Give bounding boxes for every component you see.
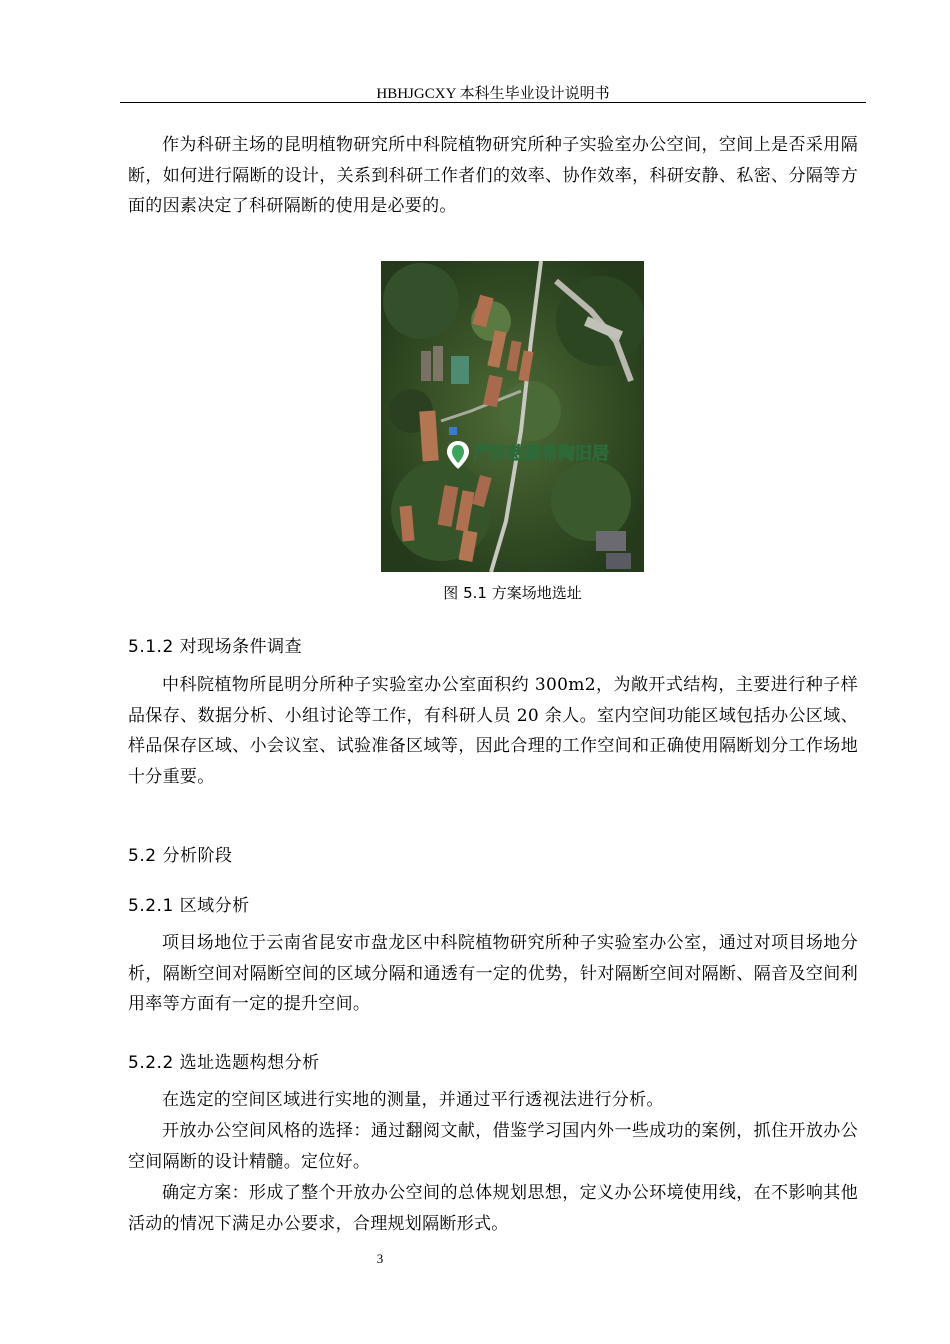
map-place-label: 严济慈蔡希陶旧居 [473,444,609,464]
figure-caption: 图 5.1 方案场地选址 [443,584,582,602]
header-rule [120,102,866,103]
heading-5-2-1: 5.2.1 区域分析 [128,896,250,916]
page-number: 3 [376,1251,384,1266]
heading-5-2-2: 5.2.2 选址选题构想分析 [128,1053,320,1073]
page-header: HBHJGCXY 本科生毕业设计说明书 [376,86,610,102]
paragraph-5-2-2-a: 在选定的空间区域进行实地的测量，并通过平行透视法进行分析。 [162,1090,664,1110]
paragraph-5-2-2-b: 开放办公空间风格的选择：通过翻阅文献，借鉴学习国内外一些成功的案例，抓住开放办公空间隔断的设计精髓。定位好。 [128,1121,858,1172]
satellite-image [381,261,644,572]
site-satellite-map [381,261,644,572]
paragraph-5-2-2-c: 确定方案：形成了整个开放办公空间的总体规划思想，定义办公环境使用线，在不影响其他活动的情况下满足办公要求，合理规划隔断形式。 [128,1183,858,1234]
intro-paragraph: 作为科研主场的昆明植物研究所中科院植物研究所种子实验室办公空间，空间上是否采用隔断，如何进行隔断的设计，关系到科研工作者们的效率、协作效率，科研安静、私密、分隔等方面的因素决定了科研隔断的使用是必要的。 [128,135,858,216]
heading-5-1-2: 5.1.2 对现场条件调查 [128,637,303,657]
paragraph-5-2-1: 项目场地位于云南省昆安市盘龙区中科院植物研究所种子实验室办公室，通过对项目场地分析，隔断空间对隔断空间的区域分隔和通透有一定的优势，针对隔断空间对隔断、隔音及空间利用率等方面有一定的提升空间。 [128,933,858,1014]
paragraph-5-1-2: 中科院植物所昆明分所种子实验室办公室面积约 300m2，为敞开式结构，主要进行种子样品保存、数据分析、小组讨论等工作，有科研人员 20 余人。室内空间功能区域包括办公区域、样品保存区域、小会议室、试验准备区域等，因此合理的工作空间和正确使用隔断划分工作场地十分重要。 [128,675,858,787]
heading-5-2: 5.2 分析阶段 [128,846,233,866]
